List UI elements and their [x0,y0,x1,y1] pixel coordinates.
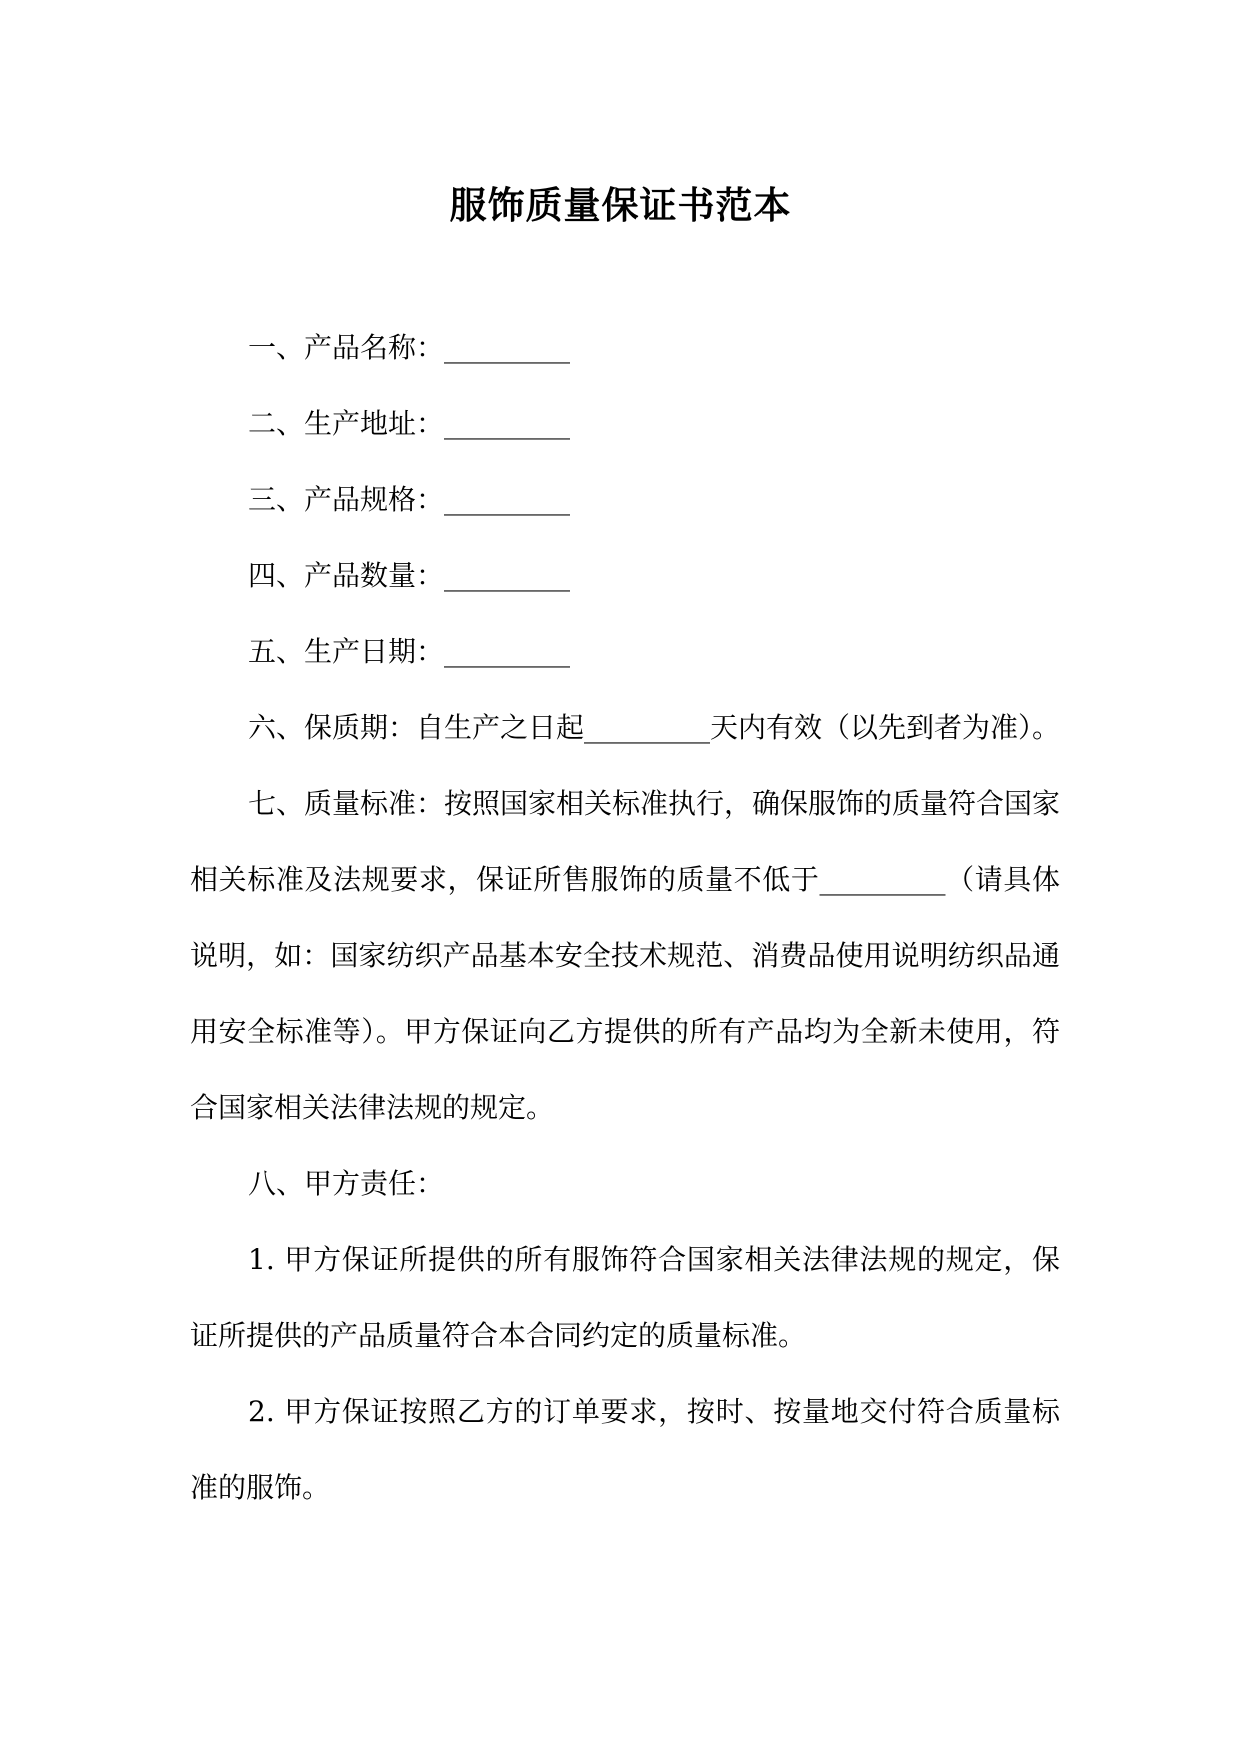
item-production-address: 二、生产地址：_________ [248,407,571,440]
item-product-spec: 三、产品规格：_________ [248,483,571,516]
item-party-a-responsibility: 八、甲方责任： [248,1167,445,1200]
responsibility-clause-1: 1. 甲方保证所提供的所有服饰符合国家相关法律法规的规定，保证所提供的产品质量符合本合同约定的质量标准。 [190,1243,1060,1352]
item-production-date: 五、生产日期：_________ [248,635,571,668]
document-title: 服饰质量保证书范本 [449,183,792,227]
responsibility-clause-2: 2. 甲方保证按照乙方的订单要求，按时、按量地交付符合质量标准的服饰。 [190,1395,1060,1504]
document-body [190,310,1060,1526]
item-quality-standard: 七、质量标准：按照国家相关标准执行，确保服饰的质量符合国家相关标准及法规要求，保证所售服饰的质量不低于_________（请具体说明，如：国家纺织产品基本安全技术规范、消费品使用说明纺织品通用安全标准等）。甲方保证向乙方提供的所有产品均为全新未使用，符合国家相关法律法规的规定。 [190,787,1061,1124]
item-product-name: 一、产品名称：_________ [248,331,571,364]
item-product-quantity: 四、产品数量：_________ [248,559,571,592]
item-shelf-life: 六、保质期：自生产之日起_________天内有效（以先到者为准）。 [248,711,1061,744]
